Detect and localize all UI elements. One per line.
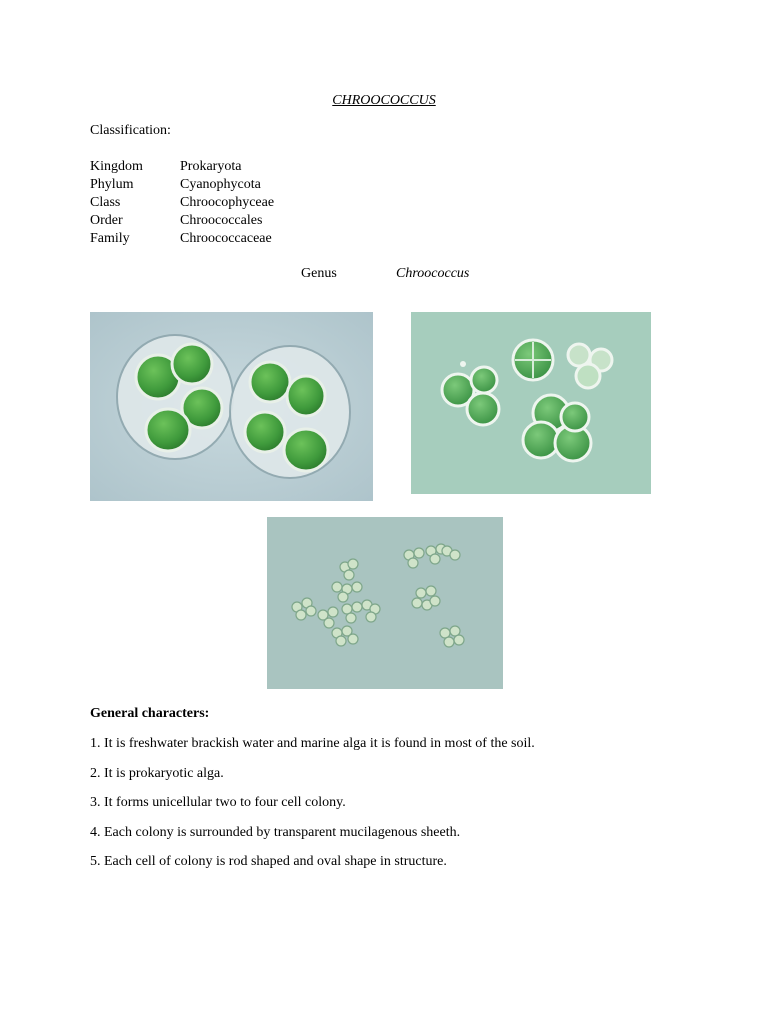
list-item: 4. Each colony is surrounded by transparent mucilagenous sheeth. <box>90 824 461 840</box>
taxonomy-value: Prokaryota <box>180 159 242 174</box>
list-item: 1. It is freshwater brackish water and marine alga it is found in most of the soil. <box>90 736 535 751</box>
taxonomy-rank: Order <box>90 213 123 228</box>
general-characters-heading: General characters: <box>90 706 210 721</box>
taxonomy-value: Chroococcales <box>180 213 263 228</box>
taxonomy-value: Chroococcaceae <box>180 231 272 246</box>
taxonomy-row-class <box>90 194 274 212</box>
list-item: 5. Each cell of colony is rod shaped and oval shape in structure. <box>90 854 447 869</box>
classification-label: Classification: <box>90 123 171 138</box>
general-characters-list <box>90 736 535 884</box>
taxonomy-row-kingdom <box>90 158 274 176</box>
list-item: 3. It forms unicellular two to four cell colony. <box>90 795 346 810</box>
taxonomy-row-phylum <box>90 176 274 194</box>
micrograph-colonies-large <box>90 312 373 501</box>
genus-label: Genus <box>301 266 337 281</box>
micrograph-colonies-small <box>267 517 503 689</box>
taxonomy-rank: Phylum <box>90 177 134 192</box>
taxonomy-row-order <box>90 212 274 230</box>
genus-value: Chroococcus <box>396 266 470 281</box>
taxonomy-rank: Kingdom <box>90 159 143 174</box>
list-item: 2. It is prokaryotic alga. <box>90 765 224 781</box>
taxonomy-value: Cyanophycota <box>180 177 261 192</box>
taxonomy-rank: Family <box>90 231 130 246</box>
taxonomy-row-family <box>90 230 274 248</box>
taxonomy-table <box>90 158 274 248</box>
genus-row <box>301 266 469 282</box>
taxonomy-rank: Class <box>90 195 121 210</box>
page-title: CHROOCOCCUS <box>332 93 436 108</box>
micrograph-colonies-dividing <box>411 312 651 494</box>
taxonomy-value: Chroocophyceae <box>180 195 275 210</box>
